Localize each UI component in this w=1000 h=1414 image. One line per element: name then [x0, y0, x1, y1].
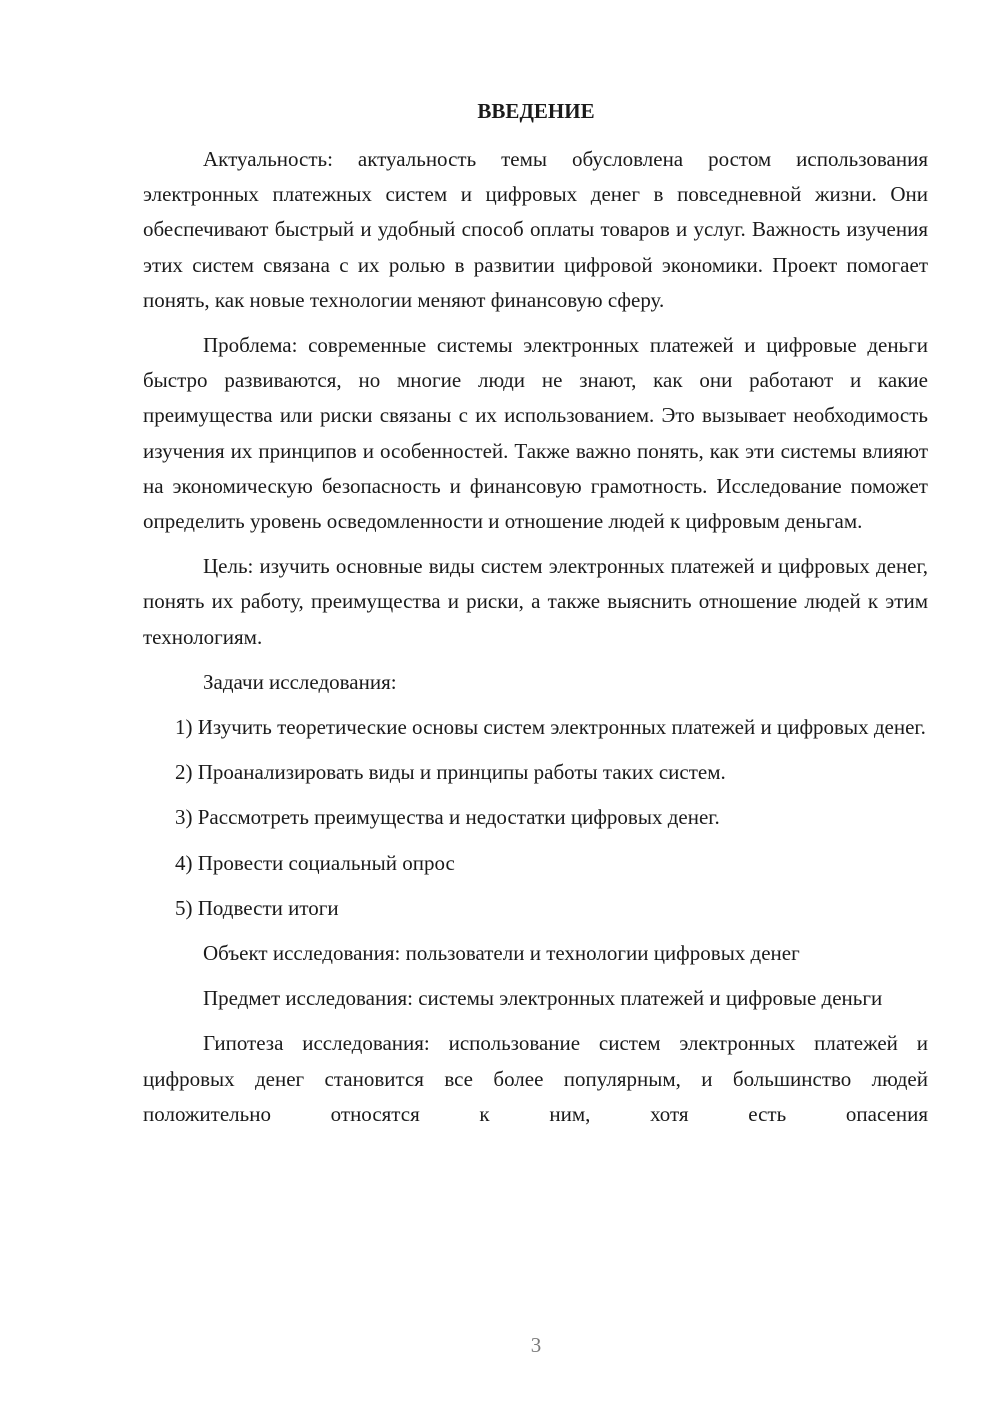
- relevance-paragraph: Актуальность: актуальность темы обусловлена ростом использования электронных платежных систем и цифровых денег в повседневной жизни. Они обеспечивают быстрый и удобный способ оплаты товаров и услуг. Важность изучения этих систем связана с их ролью в развитии цифровой экономики. Проект помогает понять, как новые технологии меняют финансовую сферу.: [143, 147, 928, 312]
- section-title: ВВЕДЕНИЕ: [477, 99, 595, 123]
- task-item-1: 1) Изучить теоретические основы систем электронных платежей и цифровых денег.: [175, 715, 926, 740]
- task-item-5: 5) Подвести итоги: [175, 895, 339, 920]
- problem-paragraph: Проблема: современные системы электронных платежей и цифровые деньги быстро развиваются, но многие люди не знают, как они работают и какие преимущества или риски связаны с их использованием. Это вызывает необходимость изучения их принципов и особенностей. Также важно понять, как эти системы влияют на экономическую безопасность и финансовую грамотность. Исследование поможет определить уровень осведомленности и отношение людей к цифровым деньгам.: [143, 333, 928, 534]
- task-item-4: 4) Провести социальный опрос: [175, 850, 455, 875]
- goal-paragraph: Цель: изучить основные виды систем электронных платежей и цифровых денег, понять их работу, преимущества и риски, а также выяснить отношение людей к этим технологиям.: [143, 554, 928, 649]
- body-text: [143, 142, 928, 1142]
- hypothesis-paragraph: Гипотеза исследования: использование систем электронных платежей и цифровых денег становится все более популярным, и большинство людей положительно относятся к ним, хотя есть опасения: [143, 1031, 928, 1126]
- task-item-3: 3) Рассмотреть преимущества и недостатки цифровых денег.: [175, 805, 720, 830]
- task-item-2: 2) Проанализировать виды и принципы работы таких систем.: [175, 760, 726, 785]
- object-paragraph: Объект исследования: пользователи и технологии цифровых денег: [203, 941, 800, 966]
- subject-paragraph: Предмет исследования: системы электронных платежей и цифровые деньги: [203, 986, 883, 1011]
- page-number: 3: [530, 1333, 542, 1357]
- tasks-heading: Задачи исследования:: [203, 669, 397, 694]
